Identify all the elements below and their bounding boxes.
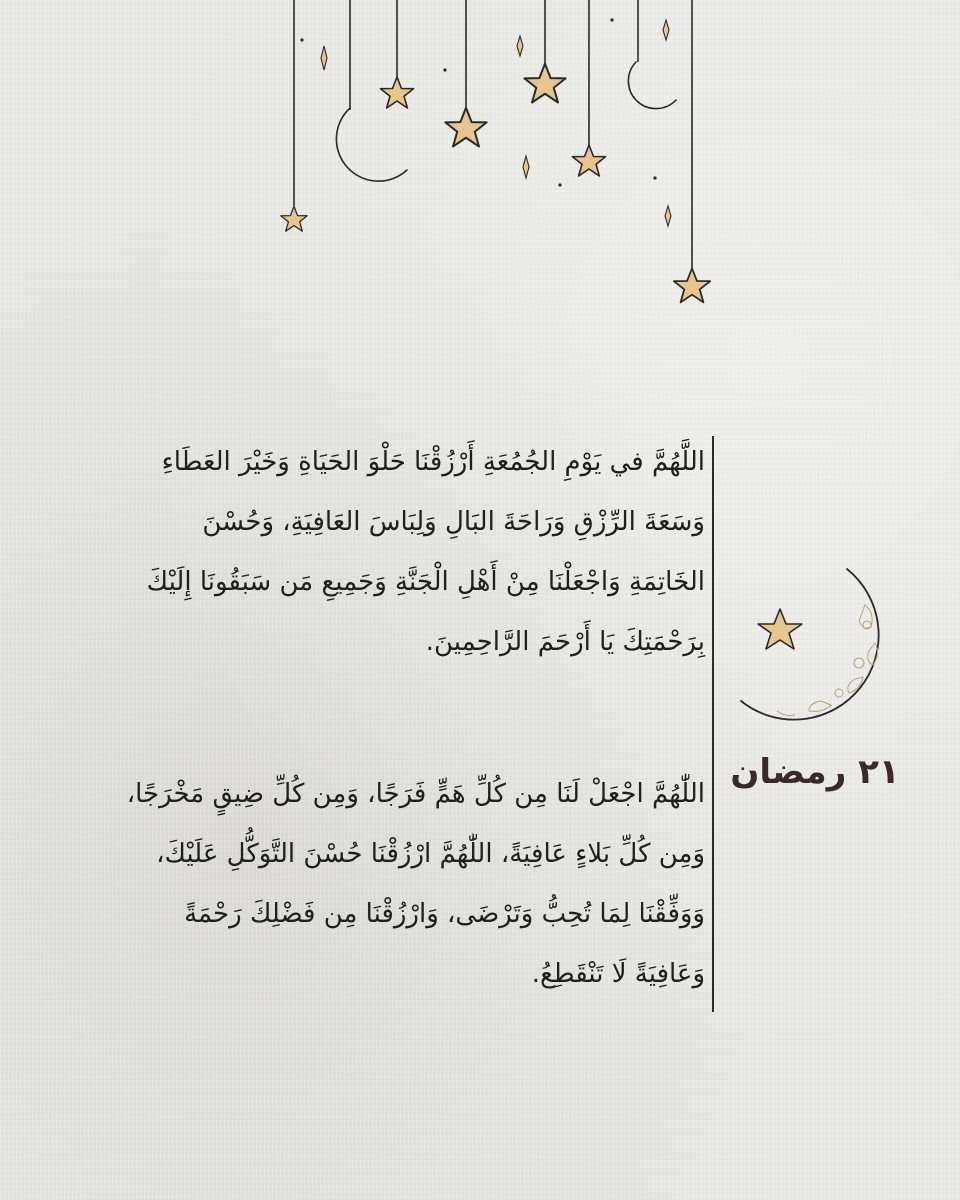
star-icon [573,145,606,176]
dua-line: وَوَفِّقْنَا لِمَا تُحِبُّ وَتَرْضَى، وَارْزُقْنَا مِن فَضْلِكَ رَحْمَةً [184,899,705,929]
dot [610,18,613,21]
sparkle-icon [665,206,671,226]
dua-line: الخَاتِمَةِ وَاجْعَلْنَا مِنْ أَهْلِ الْجَنَّةِ وَجَمِيعِ مَن سَبَقُونَا إِلَيْكَ [146,567,705,597]
hanging-crescents-and-stars-decoration [0,0,960,330]
dot [558,183,561,186]
dot [300,38,303,41]
sparkle-icon [517,36,523,56]
sparkle-icon [663,20,669,40]
crescent-with-star-icon [735,565,895,735]
dua-friday-text [146,432,705,672]
dot [443,68,446,71]
dua-relief-text [126,764,705,1004]
dua-line: وَعَافِيَةً لَا تَنْقَطِعُ. [531,959,705,989]
sparkle-icon [321,46,327,70]
dua-line: وَمِن كُلِّ بَلاءٍ عَافِيَةً، اللّٰهُمَّ ارْزُقْنَا حُسْنَ التَّوَكُّلِ عَلَيْكَ، [156,839,705,869]
dua-line: بِرَحْمَتِكَ يَا أَرْحَمَ الرَّاحِمِينَ. [425,627,705,657]
dua-line: وَسَعَةَ الرِّزْقِ وَرَاحَةَ البَالِ وَلِبَاسَ العَافِيَةِ، وَحُسْنَ [202,507,705,537]
star-icon [281,206,307,231]
crescent-icon [628,62,676,109]
dua-line: اللَّهُمَّ في يَوْمِ الجُمُعَةِ أَرْزُقْنَا حَلْوَ الحَيَاةِ وَخَيْرَ العَطَاءِ [161,447,705,477]
sparkle-icon [523,156,529,178]
star-icon [674,268,710,302]
dua-line: اللّٰهُمَّ اجْعَلْ لَنَا مِن كُلِّ هَمٍّ فَرَجًا، وَمِن كُلِّ ضِيقٍ مَخْرَجًا، [126,779,705,809]
star-icon [524,64,565,103]
ramadan-day-label: ٢١ رمضان [730,752,900,792]
star-icon [381,77,414,108]
star-icon [445,108,486,147]
dot [653,176,656,179]
vertical-divider [712,436,714,1012]
crescent-icon [336,108,407,181]
